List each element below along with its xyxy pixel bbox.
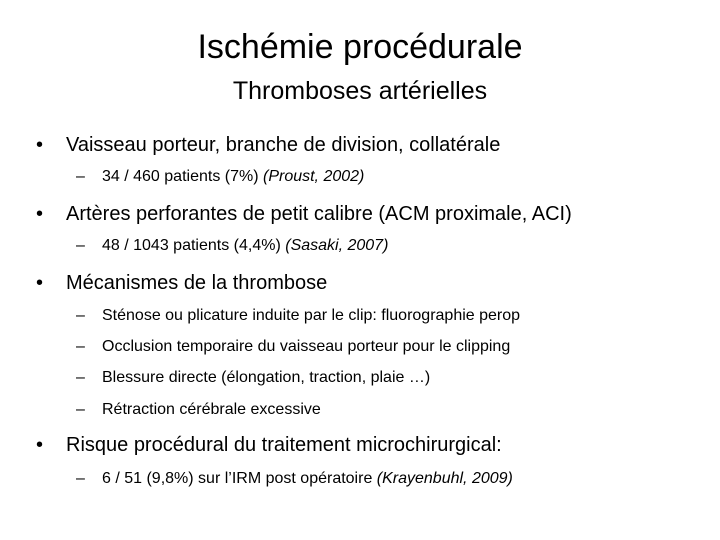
sub-bullet-text: 34 / 460 patients (7%) xyxy=(102,168,263,185)
dash-icon: – xyxy=(76,168,85,185)
dash-icon: – xyxy=(76,369,85,386)
bullet-icon: • xyxy=(36,272,44,294)
dash-icon: – xyxy=(76,237,85,254)
sub-bullet-item xyxy=(76,166,364,188)
bullet-text: Risque procédural du traitement microchirurgical: xyxy=(66,434,502,456)
sub-bullet-item xyxy=(76,367,430,389)
slide-subtitle: Thromboses artérielles xyxy=(232,77,488,105)
sub-bullet-item xyxy=(76,468,513,490)
sub-bullet-item xyxy=(76,399,321,421)
dash-icon: – xyxy=(76,307,85,324)
bullet-icon: • xyxy=(36,434,44,456)
sub-bullet-text: 6 / 51 (9,8%) sur l’IRM post opératoire xyxy=(102,470,377,487)
dash-icon: – xyxy=(76,338,85,355)
slide-title: Ischémie procédurale xyxy=(197,28,523,66)
bullet-icon: • xyxy=(36,203,44,225)
bullet-item xyxy=(36,201,572,227)
bullet-item xyxy=(36,132,500,158)
bullet-item xyxy=(36,270,327,296)
sub-bullet-item xyxy=(76,305,520,327)
sub-bullet-item xyxy=(76,235,388,257)
citation: (Proust, 2002) xyxy=(262,168,365,185)
bullet-text: Mécanismes de la thrombose xyxy=(66,272,328,294)
bullet-icon: • xyxy=(36,134,44,156)
citation: (Krayenbuhl, 2009) xyxy=(376,470,513,487)
sub-bullet-text: Rétraction cérébrale excessive xyxy=(102,401,321,418)
sub-bullet-text: Blessure directe (élongation, traction, plaie …) xyxy=(102,369,431,386)
sub-bullet-text: 48 / 1043 patients (4,4%) xyxy=(102,237,286,254)
dash-icon: – xyxy=(76,470,85,487)
dash-icon: – xyxy=(76,401,85,418)
sub-bullet-text: Sténose ou plicature induite par le clip: fluorographie perop xyxy=(102,307,521,324)
sub-bullet-text: Occlusion temporaire du vaisseau porteur pour le clipping xyxy=(102,338,511,355)
citation: (Sasaki, 2007) xyxy=(285,237,389,254)
bullet-text: Artères perforantes de petit calibre (ACM proximale, ACI) xyxy=(66,203,572,225)
bullet-item xyxy=(36,432,502,458)
sub-bullet-item xyxy=(76,336,510,358)
bullet-text: Vaisseau porteur, branche de division, collatérale xyxy=(66,134,501,156)
